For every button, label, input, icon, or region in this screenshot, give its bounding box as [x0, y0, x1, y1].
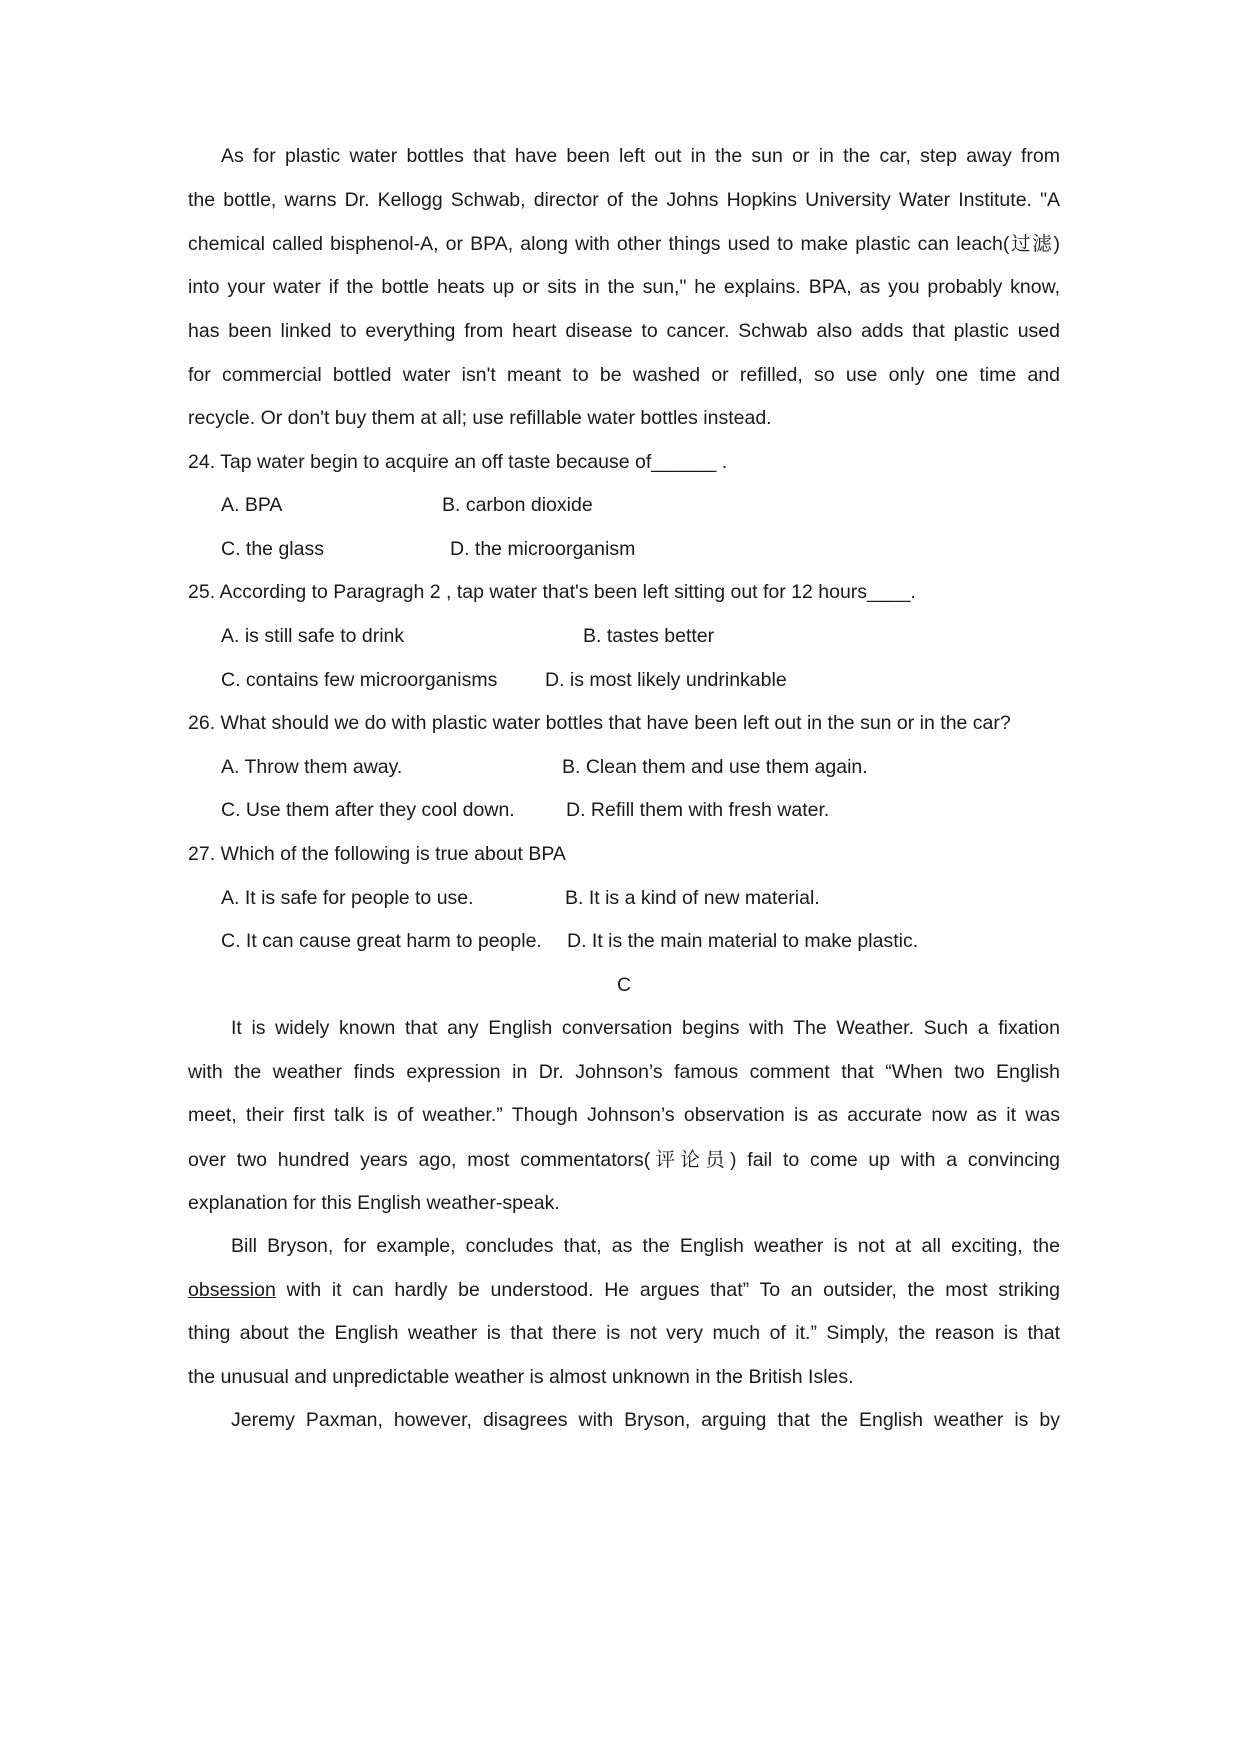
- question-stem: 26. What should we do with plastic water bottles that have been left out in the sun or in the car?: [188, 712, 1011, 734]
- passage-line: meet, their first talk is of weather.” Though Johnson’s observation is as accurate now as it was: [188, 1104, 1060, 1126]
- option-b: B. It is a kind of new material.: [565, 887, 820, 909]
- option-b: B. carbon dioxide: [442, 494, 593, 516]
- option-c: C. It can cause great harm to people.: [221, 930, 542, 952]
- passage-line: [188, 1277, 1060, 1303]
- option-a: A. BPA: [221, 494, 283, 516]
- section-heading: C: [616, 974, 632, 996]
- option-c: C. contains few microorganisms: [221, 669, 498, 691]
- option-c: C. the glass: [221, 538, 324, 560]
- passage-line: with the weather finds expression in Dr. Johnson’s famous comment that “When two English: [188, 1061, 1060, 1083]
- line-text: with it can hardly be understood. He argues that” To an outsider, the most striking: [275, 1279, 1060, 1301]
- passage-line: thing about the English weather is that there is not very much of it.” Simply, the reason is that: [188, 1322, 1060, 1344]
- passage-line: chemical called bisphenol-A, or BPA, along with other things used to make plastic can leach(过滤): [188, 233, 1060, 255]
- passage-line: the unusual and unpredictable weather is almost unknown in the British Isles.: [188, 1366, 854, 1388]
- passage-line: As for plastic water bottles that have been left out in the sun or in the car, step away from: [221, 145, 1060, 167]
- question-stem: 27. Which of the following is true about BPA: [188, 843, 566, 865]
- option-a: A. It is safe for people to use.: [221, 887, 474, 909]
- passage-line: the bottle, warns Dr. Kellogg Schwab, director of the Johns Hopkins University Water Institute. "A: [188, 189, 1060, 211]
- passage-line: for commercial bottled water isn't meant to be washed or refilled, so use only one time and: [188, 364, 1060, 386]
- question-stem: 24. Tap water begin to acquire an off taste because of______ .: [188, 451, 728, 473]
- option-d: D. is most likely undrinkable: [545, 669, 787, 691]
- passage-line: It is widely known that any English conversation begins with The Weather. Such a fixation: [231, 1017, 1060, 1039]
- passage-line: Bill Bryson, for example, concludes that, as the English weather is not at all exciting, the: [231, 1235, 1060, 1257]
- passage-line: over two hundred years ago, most commentators(评论员) fail to come up with a convincing: [188, 1149, 1060, 1171]
- underlined-word: obsession: [188, 1279, 276, 1301]
- option-a: A. Throw them away.: [221, 756, 403, 778]
- passage-line: Jeremy Paxman, however, disagrees with Bryson, arguing that the English weather is by: [231, 1409, 1060, 1431]
- option-b: B. Clean them and use them again.: [562, 756, 868, 778]
- passage-line: into your water if the bottle heats up or sits in the sun," he explains. BPA, as you probably know,: [188, 276, 1060, 298]
- option-a: A. is still safe to drink: [221, 625, 405, 647]
- option-c: C. Use them after they cool down.: [221, 799, 515, 821]
- option-d: D. the microorganism: [450, 538, 636, 560]
- option-b: B. tastes better: [583, 625, 715, 647]
- option-d: D. Refill them with fresh water.: [566, 799, 830, 821]
- passage-line: has been linked to everything from heart disease to cancer. Schwab also adds that plastic used: [188, 320, 1060, 342]
- question-stem: 25. According to Paragragh 2 , tap water that's been left sitting out for 12 hours____.: [188, 581, 916, 603]
- passage-line: recycle. Or don't buy them at all; use refillable water bottles instead.: [188, 407, 772, 429]
- option-d: D. It is the main material to make plastic.: [567, 930, 919, 952]
- passage-line: explanation for this English weather-speak.: [188, 1192, 560, 1214]
